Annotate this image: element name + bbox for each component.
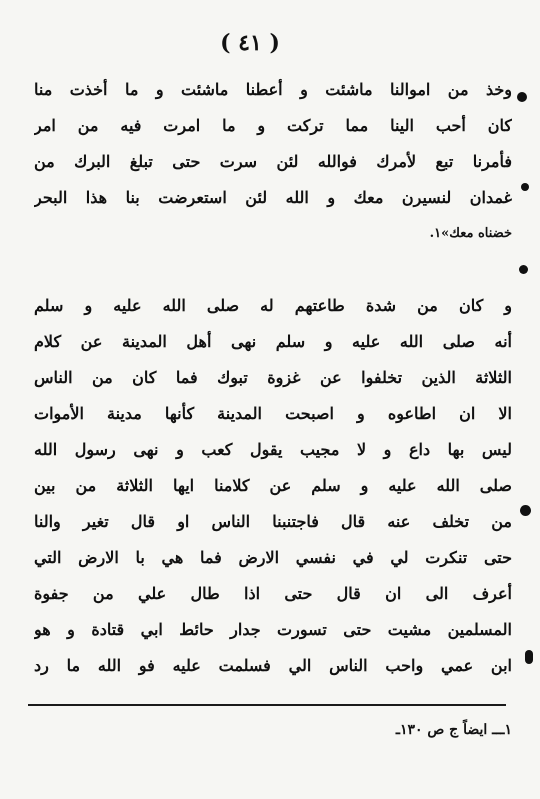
ink-spot: [519, 265, 528, 274]
ink-spot: [517, 92, 527, 102]
text-line: من تخلف عنه قال فاجتنبنا الناس او قال تغير والنا: [34, 512, 512, 531]
text-line: الا ان اطاعوه و اصبحت المدينة كأنها مدينة الأموات: [34, 404, 512, 423]
text-line: ابن عمي واحب الناس الي فسلمت عليه فو الله ما رد: [34, 656, 512, 675]
text-line: و كان من شدة طاعتهم له صلى الله عليه و سلم: [34, 296, 512, 315]
text-line: الثلاثة الذين تخلفوا عن غزوة تبوك فما كان من الناس: [34, 368, 512, 387]
ink-spot: [520, 505, 531, 516]
text-line: ليس بها داع و لا مجيب يقول كعب و نهى رسول الله: [34, 440, 512, 459]
text-line: حتى تنكرت لي في نفسي الارض فما هي با الارض التي: [34, 548, 512, 567]
text-line: خضناه معك»١.: [429, 226, 512, 241]
paragraph-2: [34, 288, 512, 684]
text-line: أنه صلى الله عليه و سلم نهى أهل المدينة عن كلام: [34, 332, 512, 351]
footnote: ١ـــ ايضاً ج ص ١٣٠ـ: [395, 722, 512, 738]
page-number: ( ٤١ ): [220, 30, 280, 56]
text-line: صلى الله عليه و سلم عن كلامنا ايها الثلاثة من بين: [34, 476, 512, 495]
text-line: غمدان لنسيرن معك و الله لئن استعرضت بنا هذا البحر: [34, 188, 512, 207]
text-line: وخذ من اموالنا ماشئت و أعطنا ماشئت و ما أخذت منا: [34, 80, 512, 99]
text-line: كان أحب الينا مما تركت و ما امرت فيه من امر: [34, 116, 512, 135]
text-line: أعرف الى ان قال حتى اذا طال علي من جفوة: [34, 584, 512, 603]
text-line: المسلمين مشيت حتى تسورت جدار حائط ابي قتادة و هو: [34, 620, 512, 639]
footnote-divider: [28, 704, 506, 706]
ink-spot: [521, 183, 529, 191]
text-line: فأمرنا تبع لأمرك فوالله لئن سرت حتى تبلغ البرك من: [34, 152, 512, 171]
paragraph-1: [34, 72, 512, 252]
ink-spot: [525, 650, 533, 664]
